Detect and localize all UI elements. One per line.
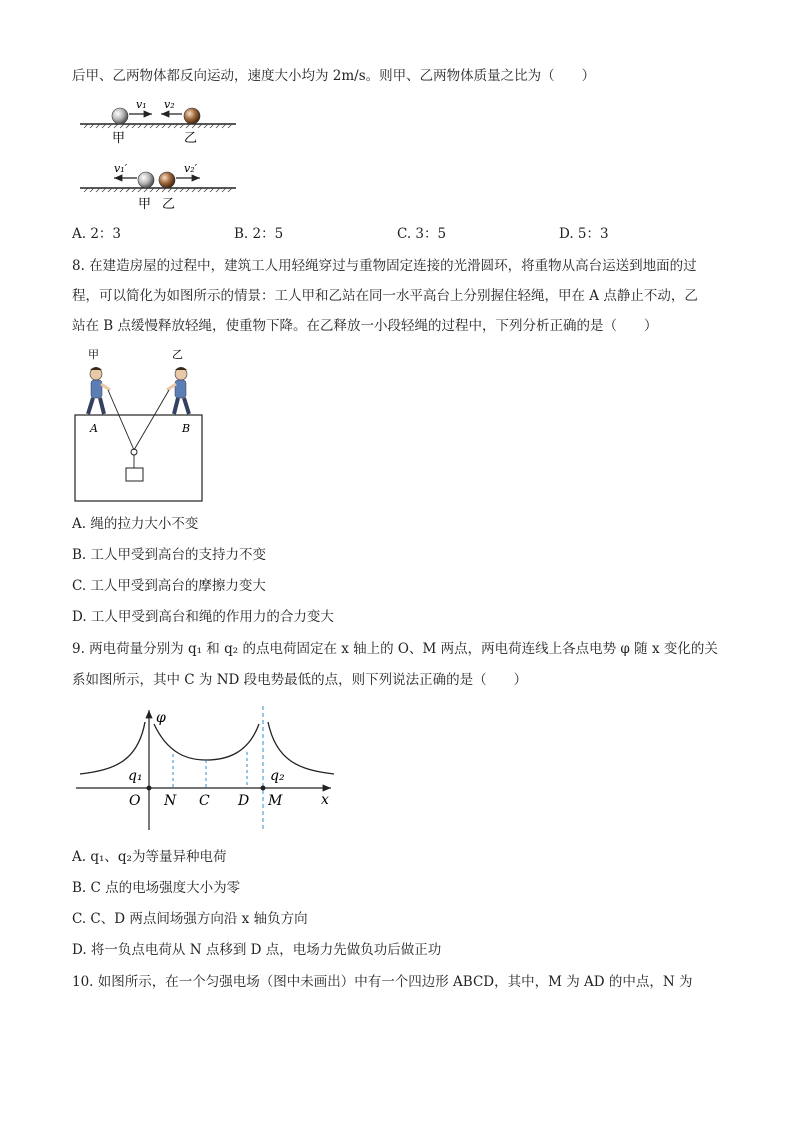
worker-yi xyxy=(167,367,189,414)
label-o: O xyxy=(129,793,141,809)
q8-option-b[interactable]: B. 工人甲受到高台的支持力不变 xyxy=(72,547,267,563)
label-yi-top: 乙 xyxy=(184,131,198,146)
label-v1-prime: v₁′ xyxy=(114,162,128,175)
label-jia-top: 甲 xyxy=(112,131,126,146)
label-point-a: A xyxy=(90,422,98,435)
label-q2: q₂ xyxy=(270,768,285,784)
label-v2: v₂ xyxy=(164,98,175,111)
q9-option-b[interactable]: B. C 点的电场强度大小为零 xyxy=(72,880,241,896)
q8-option-d[interactable]: D. 工人甲受到高台和绳的作用力的合力变大 xyxy=(72,609,334,625)
q8-stem-line-2: 程，可以简化为如图所示的情景：工人甲和乙站在同一水平高台上分别握住轻绳，甲在 A 点静止不动，乙 xyxy=(72,288,698,304)
charge-q1-point xyxy=(147,786,152,791)
q7-stem-line: 后甲、乙两物体都反向运动，速度大小均为 2m/s。则甲、乙两物体质量之比为（ ） xyxy=(72,68,596,84)
rope-left xyxy=(108,390,134,450)
curve-right-of-m xyxy=(268,722,334,774)
potential-graph xyxy=(76,702,341,832)
label-worker-yi: 乙 xyxy=(172,348,183,361)
collision-figure xyxy=(76,92,246,217)
label-c: C xyxy=(199,793,210,809)
q8-stem-line-3: 站在 B 点缓慢释放轻绳，使重物下降。在乙释放一小段轻绳的过程中，下列分析正确的是（ ） xyxy=(72,318,658,334)
charge-q2-point xyxy=(261,786,266,791)
label-x-axis: x xyxy=(321,792,329,808)
q7-option-d[interactable]: D. 5：3 xyxy=(559,226,609,242)
label-jia-bottom: 甲 xyxy=(138,197,152,212)
rope-workers-figure xyxy=(72,344,212,506)
weight-block xyxy=(126,468,143,481)
curve-left-of-o xyxy=(80,722,145,774)
q9-stem-line-1: 9. 两电荷量分别为 q₁ 和 q₂ 的点电荷固定在 x 轴上的 O、M 两点，两电荷连线上各点电势 φ 随 x 变化的关 xyxy=(72,641,718,657)
label-yi-bottom: 乙 xyxy=(162,197,176,212)
ball-jia-before xyxy=(112,108,128,124)
ball-jia-after xyxy=(138,172,154,188)
label-v1: v₁ xyxy=(136,98,147,111)
q8-stem-line-1: 8. 在建造房屋的过程中，建筑工人用轻绳穿过与重物固定连接的光滑圆环，将重物从高台运送到地面的过 xyxy=(72,258,697,274)
ball-yi-before xyxy=(184,108,200,124)
q8-option-a[interactable]: A. 绳的拉力大小不变 xyxy=(72,516,199,532)
label-q1: q₁ xyxy=(128,768,143,784)
q8-option-c[interactable]: C. 工人甲受到高台的摩擦力变大 xyxy=(72,578,266,594)
curve-between-o-m xyxy=(154,724,259,760)
label-v2-prime: v₂′ xyxy=(184,162,198,175)
label-d: D xyxy=(238,793,250,809)
q9-option-d[interactable]: D. 将一负点电荷从 N 点移到 D 点，电场力先做负功后做正功 xyxy=(72,942,442,958)
label-m: M xyxy=(268,793,283,809)
label-n: N xyxy=(164,793,177,809)
q7-option-a[interactable]: A. 2：3 xyxy=(72,226,122,242)
q9-option-a[interactable]: A. q₁、q₂为等量异种电荷 xyxy=(72,849,227,865)
q10-stem-line-1: 10. 如图所示，在一个匀强电场（图中未画出）中有一个四边形 ABCD，其中，M 为 AD 的中点，N 为 xyxy=(72,974,693,990)
label-worker-jia: 甲 xyxy=(88,348,99,361)
q7-option-c[interactable]: C. 3：5 xyxy=(397,226,447,242)
q9-option-c[interactable]: C. C、D 两点间场强方向沿 x 轴负方向 xyxy=(72,911,308,927)
worker-jia xyxy=(88,367,110,414)
rope-right xyxy=(134,390,169,450)
ball-yi-after xyxy=(159,172,175,188)
q9-stem-line-2: 系如图所示，其中 C 为 ND 段电势最低的点，则下列说法正确的是（ ） xyxy=(72,672,528,688)
label-phi: φ xyxy=(156,710,166,726)
q7-option-b[interactable]: B. 2：5 xyxy=(234,226,284,242)
label-point-b: B xyxy=(182,422,191,435)
